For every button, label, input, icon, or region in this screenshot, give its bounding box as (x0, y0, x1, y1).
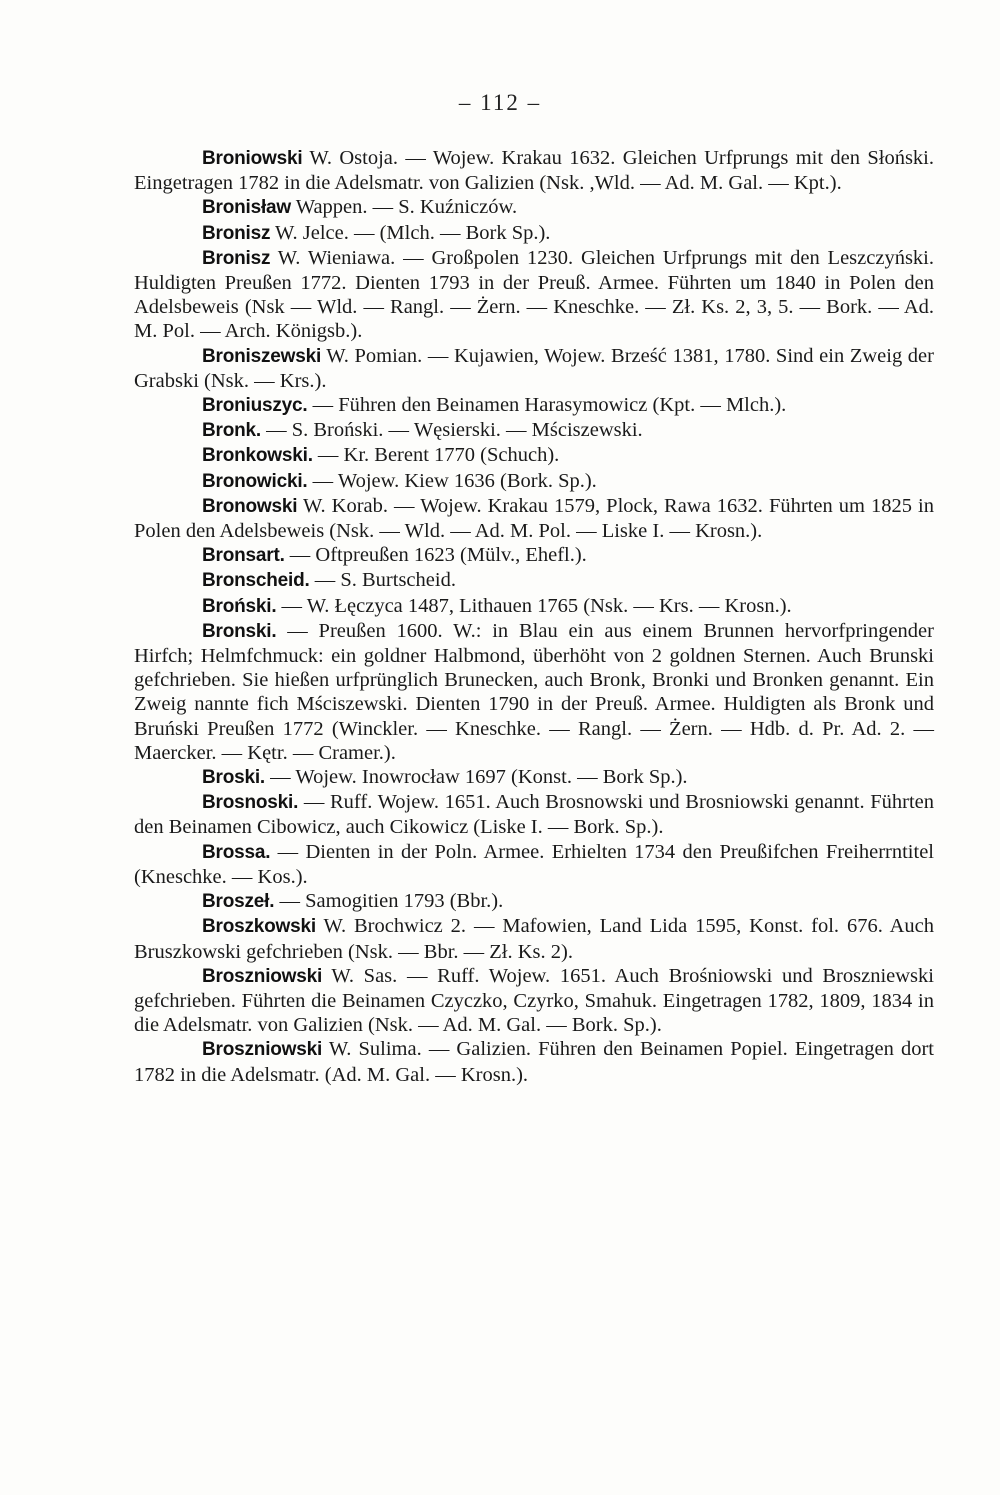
entry-headword: Bronkowski. (202, 445, 313, 467)
entry (134, 914, 934, 963)
entry-text: W. Ostoja. — Wojew. Krakau 1632. Gleichen Urfprungs mit den Słoński. Eingetragen 1782 in die Adelsmatr. von Galizien (Nsk. ,Wld. — Ad. M. Gal. — Kpt.). (134, 147, 934, 195)
entry-text: W. Sas. — Ruff. Wojew. 1651. Auch Brośniowski und Broszniewski gefchrieben. Führten die Beinamen Czyczko, Czyrko, Smahuk. Eingetragen 1782, 1809, 1834 in die Adelsmatr. von Galizien (Nsk. — Ad. M. Gal. — Bork. Sp.). (134, 964, 934, 1037)
entry-headword: Bronowski (202, 495, 298, 517)
entry-text: W. Brochwicz 2. — Mafowien, Land Lida 1595, Konst. fol. 676. Auch Bruszkowski gefchrieben (Nsk. — Bbr. — Zł. Ks. 2). (134, 915, 934, 963)
entry-headword: Broński. (202, 595, 277, 617)
entry-headword: Broszeł. (202, 891, 275, 913)
entry (134, 889, 934, 914)
entry-headword: Bronsart. (202, 545, 285, 567)
entry-text: — Ruff. Wojew. 1651. Auch Brosnowski und Brosniowski genannt. Führten den Beinamen Cibowicz, auch Cikowicz (Liske I. — Bork. Sp.). (134, 791, 934, 839)
entry-text: — Dienten in der Poln. Armee. Erhielten 1734 den Preußifchen Freiherrntitel (Kneschke. — Kos.). (134, 840, 934, 888)
entry (134, 344, 934, 393)
entry-headword: Brossa. (202, 841, 271, 863)
entry-headword: Broski. (202, 767, 266, 789)
entry-text: — W. Łęczyca 1487, Lithauen 1765 (Nsk. — Krs. — Krosn.). (276, 594, 792, 617)
entry-headword: Broszniowski (202, 1039, 323, 1061)
entry (134, 246, 934, 344)
entry-headword: Bronisław (202, 197, 291, 219)
entry (134, 195, 934, 220)
entry-headword: Broszniowski (202, 965, 323, 987)
entry (134, 568, 934, 593)
entry (134, 494, 934, 543)
entry (134, 790, 934, 839)
entry (134, 443, 934, 468)
entry-headword: Brosnoski. (202, 792, 299, 814)
entry-text: — Kr. Berent 1770 (Schuch). (312, 444, 560, 467)
entry-text: W. Korab. — Wojew. Krakau 1579, Plock, Rawa 1632. Führten um 1825 in Polen den Adelsbeweis (Nsk. — Wld. — Ad. M. Pol. — Liske I. — Krosn.). (134, 494, 934, 543)
entry-headword: Bronowicki. (202, 470, 308, 492)
entry (134, 393, 934, 418)
entry-headword: Broszkowski (202, 916, 316, 938)
entry-text: W. Wieniawa. — Großpolen 1230. Gleichen Urfprungs mit den Leszczyński. Huldigten Preußen 1772. Dienten 1793 in der Preuß. Armee. Führten um 1840 in Polen den Adelsbeweis (Nsk — Wld. — Rangl. — Żern. — Kneschke. — Zł. Ks. 2, 3, 5. — Bork. — Ad. M. Pol. — Arch. Königsb.). (134, 246, 934, 343)
entry-text: — S. Burtscheid. (309, 569, 456, 592)
entry-text: W. Pomian. — Kujawien, Wojew. Brześć 1381, 1780. Sind ein Zweig der Grabski (Nsk. — Krs.). (134, 344, 934, 392)
entry-headword: Broniowski (202, 148, 303, 169)
entry (134, 146, 934, 195)
entry-text: — Samogitien 1793 (Bbr.). (274, 890, 504, 913)
entry (134, 543, 934, 568)
entry (134, 1037, 934, 1086)
entry-text: W. Sulima. — Galizien. Führen den Beinamen Popiel. Eingetragen dort 1782 in die Adelsmatr. (Ad. M. Gal. — Krosn.). (134, 1038, 934, 1086)
entry-text: — Oftpreußen 1623 (Mülv., Ehefl.). (284, 544, 587, 567)
entry-headword: Broniszewski (202, 345, 322, 367)
entry (134, 840, 934, 889)
entry (134, 619, 934, 765)
entry (134, 418, 934, 443)
entry-text: — Führen den Beinamen Harasymowicz (Kpt. — Mlch.). (307, 394, 787, 417)
entry-text: — S. Broński. — Węsierski. — Mściszewski. (260, 419, 643, 442)
entry-headword: Bronisz (202, 222, 271, 244)
entry-headword: Bronk. (202, 420, 261, 442)
entry-headword: Bronscheid. (202, 570, 310, 592)
entry-headword: Broniuszyc. (202, 395, 308, 417)
entry-text: — Wojew. Inowrocław 1697 (Konst. — Bork Sp.). (265, 766, 688, 789)
entry-text: — Wojew. Kiew 1636 (Bork. Sp.). (307, 469, 597, 492)
entry (134, 469, 934, 494)
entry-text: — Preußen 1600. W.: in Blau ein aus einem Brunnen hervorfpringender Hirfch; Helmfchmuck: ein goldner Halbmond, überhöht von 2 goldnen Sternen. Auch Brunski gefchrieben. Sie hießen urfprünglich Brunecken, auch Bronk, Bronki und Bronken genannt. Ein Zweig nannte fich Mściszewski. Dienten 1790 in der Preuß. Armee. Huldigten als Bronk und Bruński Preußen 1772 (Winckler. — Kneschke. — Rangl. — Żern. — Hdb. d. Pr. Ad. 2. — Maercker. — Kętr. — Cramer.). (134, 619, 934, 764)
entry-list (134, 146, 934, 1087)
entry (134, 594, 934, 619)
entry (134, 221, 934, 246)
entry-text: Wappen. — S. Kuźniczów. (291, 196, 518, 219)
page-number: – 112 – (458, 90, 542, 115)
entry (134, 964, 934, 1038)
entry-headword: Bronisz (202, 247, 271, 269)
entry (134, 765, 934, 790)
entry-headword: Bronski. (202, 620, 277, 642)
entry-text: W. Jelce. — (Mlch. — Bork Sp.). (270, 221, 551, 244)
